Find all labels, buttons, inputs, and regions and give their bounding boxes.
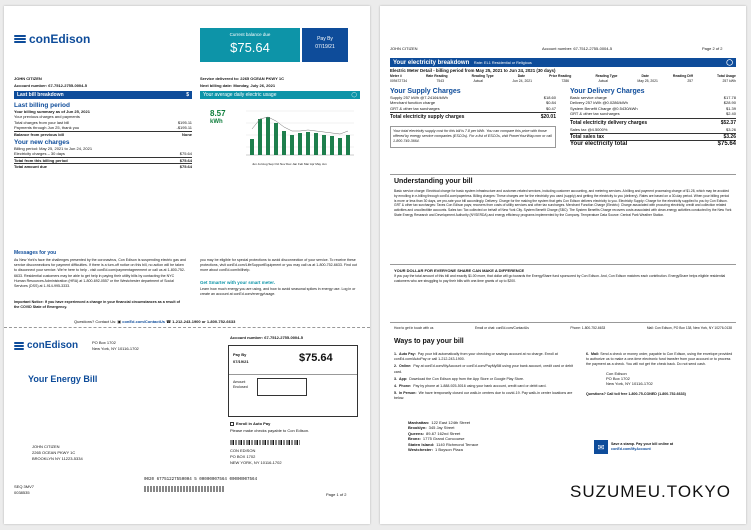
meter-cell-5: Actual <box>598 78 608 83</box>
delivery-row-value: $1.39 <box>725 105 736 111</box>
reach-phone: Phone: 1-800-752-6633 <box>570 326 606 330</box>
usage-bar-3 <box>266 117 270 155</box>
remit-line-1: CON EDISON <box>230 448 256 453</box>
meter-cell-7: 257 <box>687 78 694 83</box>
amount-enclosed-input[interactable] <box>257 378 307 396</box>
electricity-total-label: Your electricity total <box>570 141 628 148</box>
supply-row-label: GRT & other tax surcharges <box>390 105 440 111</box>
reach-email[interactable]: Email or chat: conEd.com/ContactUs <box>474 326 529 330</box>
stub-cust-addr-1: 2265 OCEAN PKWY 1C <box>32 450 76 455</box>
donate-body: If you pay the total amount of this bill and exactly $1.00 more, that dollar will go towards the EnergyShare fund sponsored by Con Edison. And, Con Edison matches each contribution. EnergyShare helps eligible residential customers who are struggling to pay their bills with one-time grants of up to $200. <box>394 274 726 283</box>
meter-cell-3: Jun 24, 2021 <box>512 78 532 83</box>
stub-logo-mark-icon <box>14 342 24 350</box>
center-address: 1 Boyson Plaza <box>435 446 463 452</box>
last-period-row-label: Your billing summary as of Jun 25, 2021 <box>14 109 90 114</box>
usage-bar <box>200 91 360 99</box>
stub-pay-by-label: Pay By <box>233 352 247 357</box>
supply-row-label: Merchant function charge <box>390 100 436 106</box>
usage-bar-11 <box>330 136 334 155</box>
delivery-total-row <box>570 118 736 127</box>
center-address: 1775 Grand Concourse <box>422 436 465 442</box>
reach-label: How to get in touch with us <box>394 326 434 330</box>
tear-line <box>4 327 370 328</box>
pay-method-text: Download the Con Edison app from the App Store or Google Play Store. <box>409 376 525 381</box>
center-borough: Westchester: <box>408 446 434 452</box>
usage-bar-12 <box>338 138 342 155</box>
donate-title: YOUR DOLLAR FOR EVERYONE SHARE CAN MAKE A DIFFERENCE <box>394 268 525 273</box>
stub-title: Your Energy Bill <box>28 374 98 384</box>
last-period-row-value: None <box>182 131 192 137</box>
meter-cell-0: 009472734 <box>390 78 407 83</box>
p2-header-name: JOHN CITIZEN <box>390 46 418 51</box>
stub-brand-name: conEdison <box>27 340 79 351</box>
watermark: SUZUMEU.TOKYO <box>570 482 731 501</box>
service-address: Service delivered to: 2265 OCEAN PKWY 1C <box>200 76 284 81</box>
questions-label: Questions? Contact Us: <box>74 319 117 324</box>
pay-method-text: Pay your bill automatically from your checking or savings account at no charge. Enroll at conEd.com/AutoPay or call 1-212-243-1900. <box>394 352 558 362</box>
pay-method-head: In Person: <box>399 391 417 396</box>
supply-title: Your Supply Charges <box>390 88 461 95</box>
remit-line-3: NEW YORK, NY 10116-1702 <box>230 460 282 465</box>
p2-header-page: Page 2 of 2 <box>702 46 723 51</box>
payable-note: Please make checks payable to Con Edison. <box>230 428 310 433</box>
stamp-link[interactable]: conEd.com/MyAccount <box>611 447 651 451</box>
delivery-total-label: Total electricity delivery charges <box>570 119 648 126</box>
ways-questions: Questions? Call toll free 1-800-75-CONED (1-800-752-6633) <box>586 391 686 396</box>
bill-page-1 <box>4 6 370 524</box>
meter-header-4: Prior Reading <box>549 74 572 78</box>
stub-code-2: 0038535 <box>14 490 30 495</box>
stub-cust-name: JOHN CITIZEN <box>32 444 60 449</box>
logo-mark-icon <box>14 35 26 43</box>
p2-header-account: Account number: 67-7512-2755-0004-5 <box>542 46 613 51</box>
daily-usage-panel <box>200 91 360 166</box>
ways-list <box>394 352 576 404</box>
stub-divider <box>229 374 357 375</box>
contact-row <box>74 319 235 324</box>
supply-note: Your total electricity supply cost for this bill is 7.8 per kWh. You can compare this price with those offered by energy service companies (ESCOs). For a list of ESCOs, visit PowerYourWay.com or call 1-800-749-3664. <box>390 126 556 148</box>
meter-table <box>390 74 736 83</box>
reach-mail: Mail: Con Edison, PO Box 138, New York, NY 10276-0138 <box>646 326 732 330</box>
walk-in-centers <box>408 420 558 452</box>
usage-bar-13 <box>346 135 350 155</box>
total-tax-row <box>570 133 736 141</box>
meter-header-5: Reading Type <box>595 74 618 78</box>
last-period-rows <box>14 109 192 137</box>
last-period-row-label: Total charges from your last bill <box>14 119 70 125</box>
phone-icon: ☎ <box>166 319 173 324</box>
electricity-total-row <box>570 140 736 147</box>
new-charges-row <box>14 163 192 169</box>
last-period-title: Last billing period <box>14 102 70 109</box>
mail-address-line: Con Edison <box>606 370 627 376</box>
delivery-title: Your Delivery Charges <box>570 88 645 95</box>
center-borough: Manhattan: <box>408 420 430 425</box>
supply-total-value: $20.01 <box>540 114 556 121</box>
electricity-total-value: $75.64 <box>717 141 736 148</box>
usage-chart <box>244 105 356 161</box>
ways-title: Ways to pay your bill <box>394 338 464 345</box>
last-period-row-value: -$195.11 <box>176 125 192 131</box>
center-borough: Bronx: <box>408 436 421 442</box>
center-address: 89-67 162nd Street <box>426 430 461 436</box>
delivery-total-value: $52.37 <box>720 119 736 126</box>
meter-header-3: Date <box>517 74 526 78</box>
supply-row-value: $0.84 <box>545 100 556 106</box>
brand-name: conEdison <box>29 32 91 46</box>
p2-breakdown-rate: Rate: EL1 Residential or Religious <box>473 60 532 65</box>
stub-amount-enclosed-label: Amount Enclosed <box>233 380 248 390</box>
center-borough: Queens: <box>408 430 425 436</box>
last-period-row-label: Balance from previous bill <box>14 131 65 137</box>
delivery-row-value: $17.78 <box>723 95 736 100</box>
usage-month-labels: Jun Jul Aug Sep Oct Nov Dec Jan Feb Mar Apr May Jun <box>252 162 327 166</box>
last-bill-breakdown <box>14 91 192 170</box>
center-borough: Staten Island: <box>408 441 435 447</box>
p2-breakdown-bar <box>390 58 736 67</box>
stub-payment-box <box>228 345 358 417</box>
stub-page-number: Page 1 of 2 <box>326 492 347 497</box>
pay-by-date: 07/19/21 <box>315 44 335 50</box>
last-period-row-label: Your previous charges and payments <box>14 114 80 120</box>
new-charges-row-label: Total from this billing period <box>14 157 68 163</box>
messages-right-body: you may be eligible for special protections to avoid disconnection of your service. To receive these protections, visit conEd.com/LifeSupportEquipment or you may call us at 1-800-752-6633. Find out more about conEd.com/billhelp. <box>200 258 357 273</box>
meter-cell-8: 257 kWh <box>722 78 736 83</box>
usage-bar-5 <box>282 131 286 155</box>
new-charges-row-label: Total amount due <box>14 164 48 170</box>
usage-bar-label: Your average daily electric usage <box>203 92 277 98</box>
walk-in-center <box>408 447 558 452</box>
center-address: 122 East 124th Street <box>431 420 471 425</box>
meter-header-8: Total Usage <box>716 74 736 78</box>
usage-bar-6 <box>290 135 294 155</box>
mail-address <box>606 371 734 387</box>
mail-head: Mail: <box>591 352 600 356</box>
supply-total-label: Total electricity supply charges <box>390 114 465 121</box>
chart-bars <box>250 117 350 155</box>
mail-address-line: New York, NY 10116-1702 <box>606 381 653 387</box>
understanding-divider <box>390 174 736 175</box>
autopay-row <box>230 421 270 426</box>
new-charges-row-value: $75.64 <box>179 164 192 170</box>
pay-method-head: App: <box>399 376 408 381</box>
donate-divider <box>390 264 736 265</box>
pay-method-n: 5. <box>394 391 397 396</box>
next-billing-date: Next billing date: Monday, July 26, 2021 <box>200 83 276 88</box>
reach-divider <box>390 322 736 323</box>
pay-method <box>394 377 576 382</box>
pay-method-head: Auto Pay: <box>399 352 416 356</box>
delivery-charges <box>570 88 736 147</box>
sales-tax-label: Sales tax @4.5000% <box>570 127 608 133</box>
understanding-title: Understanding your bill <box>394 178 473 185</box>
delivery-row-label: Delivery 257 kWh @0.0286/kWh <box>570 100 628 106</box>
important-notice: Important Notice: If you have experienced a change in your financial circumstances as a result of the COVID State of Emergency. <box>14 300 180 310</box>
center-borough: Brooklyn: <box>408 425 427 431</box>
new-charges-row-label: Electricity charges – 30 days <box>14 151 65 157</box>
usage-bar-4 <box>274 123 278 155</box>
meter-header-1: Rate Reading <box>425 74 448 78</box>
messages-left-body: As New York’s face the challenges presented by the coronavirus, Con Edison is suspending electric gas and service disconnections for payment difficulties. If there is a turn-off notice on this bill, no action will be taken to disconnect your service. We’re here to help - visit conEd.com/paymentagreement or call us at 1-800-752-6633. Residential customers may be able to get help in paying their utility bills by contacting the NYC Human Resources Administration (HRA) at 1-800-692-0557 or the Westchester department of Social Services (DSS) at 1-914-995-3333. <box>14 258 186 289</box>
breakdown-bar <box>14 91 192 99</box>
contact-phone: 1-212-243-1900 or 1-800-752-6633 <box>172 319 236 324</box>
meter-detail-title: Electric Meter Detail - billing period from May 25, 2021 to Jun 24, 2021 (30 days) <box>390 68 556 73</box>
usage-bar-9 <box>314 133 318 155</box>
pay-method-text: Pay by phone at 1-888-925-5016 using your bank account, credit card or debit card. <box>413 384 547 389</box>
current-balance-box <box>200 28 300 62</box>
smart-meter-body: Learn how much energy you are using, and how to avoid seasonal spikes in energy use. Log in or create an account at conEd.com/energy/usage. <box>200 287 356 297</box>
micr-line: 0020 67751227550004 5 00000007564 00000007564 <box>144 478 258 482</box>
new-charges-row-value: $75.64 <box>179 157 192 163</box>
usage-bar-8 <box>306 132 310 155</box>
pay-method <box>394 352 576 362</box>
dollar-icon: $ <box>186 92 189 98</box>
usage-bar-10 <box>322 135 326 155</box>
delivery-row-label: System Benefit Charge @0.5430/kWh <box>570 105 638 111</box>
meter-cell-2: Actual <box>473 78 483 83</box>
current-balance-amount: $75.64 <box>230 40 270 56</box>
stub-amount: $75.64 <box>299 352 333 364</box>
pay-method-n: 3. <box>394 376 397 381</box>
pay-method-n: 2. <box>394 364 397 369</box>
usage-bar-2 <box>258 119 262 155</box>
p2-breakdown-title: Your electricity breakdown <box>393 59 470 66</box>
delivery-row-value: $2.40 <box>725 111 736 117</box>
last-period-row-label: Payments through Jun 25, thank you <box>14 125 80 131</box>
remit-line-2: PO BOX 1702 <box>230 454 256 459</box>
mail-text: Send a check or money order, payable to Con Edison, using the envelope provided to authorize us to make a one-time electronic fund transfer from your account or to process the payment as a check. You will not get the check back. Do not send cash. <box>586 352 733 367</box>
supply-total-row <box>390 112 556 121</box>
last-period-row-value: $195.11 <box>177 119 192 125</box>
stub-pay-by-date: 07/19/21 <box>233 359 249 364</box>
pay-method-n: 1. <box>394 352 397 356</box>
smart-meter-title: Get Smarter with your smart meter. <box>200 280 276 285</box>
usage-bar-7 <box>298 133 302 155</box>
delivery-row-value: $28.90 <box>723 100 736 106</box>
center-address: 1140 Richmond Terrace <box>436 441 479 447</box>
usage-unit: kWh <box>210 119 223 125</box>
total-tax-value: $3.26 <box>723 133 736 140</box>
pay-method <box>394 391 576 401</box>
usage-value: 8.57 <box>210 109 226 118</box>
supply-row-value: $0.47 <box>545 105 556 111</box>
pay-method <box>394 364 576 374</box>
pay-method-head: Online: <box>399 364 412 369</box>
account-number: Account number: 67-7512-2755-0004-5 <box>14 83 87 88</box>
sales-tax-value: $3.26 <box>725 127 736 133</box>
bill-page-2 <box>380 6 746 524</box>
stub-cust-addr-2: BROOKLYN NY 11223-5334 <box>32 456 83 461</box>
new-charges-title: Your new charges <box>14 138 70 146</box>
stub-code-1: SEQ 3MV7 <box>14 484 35 489</box>
pay-method-text: We have temporarily closed our walk-in centers due to covid-19. Pay walk-in center locations are below. <box>394 391 573 401</box>
delivery-rows <box>570 95 736 117</box>
bulb-icon: ◯ <box>351 92 357 98</box>
stub-address-2: New York, NY 10116-1702 <box>92 346 139 351</box>
lightbulb-icon: ◯ <box>726 60 733 66</box>
delivery-row-label: GRT & other tax surcharges <box>570 111 620 117</box>
reach-row <box>394 326 732 330</box>
stub-address-1: PO Box 1702 <box>92 340 116 345</box>
pay-by-label: Pay By <box>317 36 333 42</box>
contact-web[interactable]: conEd.com/ContactUs <box>122 319 165 324</box>
usage-bar-1 <box>250 139 254 155</box>
customer-name: JOHN CITIZEN <box>14 76 42 81</box>
breakdown-bar-label: Last bill breakdown <box>17 92 64 98</box>
autopay-label: Enroll in Auto Pay <box>236 421 271 426</box>
supply-row-label: Supply 257 kWh @7.2416¢/kWh <box>390 95 448 100</box>
pay-method <box>394 384 576 389</box>
messages-title: Messages for you <box>14 250 57 256</box>
conedison-logo <box>14 32 90 46</box>
meter-header-0: Meter # <box>390 74 402 78</box>
stub-barcode <box>144 486 224 492</box>
mail-address-line: PO Box 1702 <box>606 376 630 381</box>
new-charges-row-label: Billing period: May 25, 2021 to Jun 24, 2021 <box>14 145 93 151</box>
pay-method-text: Pay at conEd.com/MyAccount or conEd.com/PayMyBill using your bank account, credit card or debit card. <box>394 364 573 374</box>
supply-rows <box>390 95 556 111</box>
autopay-checkbox[interactable] <box>230 422 234 426</box>
stamp-text: Save a stamp. Pay your bill online at <box>611 441 674 446</box>
stamp-promo <box>594 436 712 458</box>
supply-charges <box>390 88 556 148</box>
web-icon: ▣ <box>117 319 123 324</box>
meter-header-6: Date <box>641 74 649 78</box>
supply-row <box>390 106 556 111</box>
pay-method-head: Phone: <box>399 384 412 389</box>
stub-account: Account number: 67-7512-2755-0004-5 <box>230 335 303 340</box>
current-balance-label: Current balance due <box>229 32 271 37</box>
meter-cell-1: 7543 <box>436 78 444 83</box>
remit-barcode <box>230 440 300 445</box>
meter-cell-4: 7286 <box>561 78 569 83</box>
new-charges-rows <box>14 146 192 170</box>
supply-row-value: $18.60 <box>543 95 556 100</box>
stub-logo <box>14 340 78 351</box>
total-tax-label: Total sales tax <box>570 133 605 140</box>
meter-header-7: Reading Diff <box>672 74 693 78</box>
new-charges-row-value: $75.64 <box>179 151 192 157</box>
center-address: 345 Jay Street <box>428 425 455 431</box>
pay-by-box <box>302 28 348 62</box>
last-period-row <box>14 131 192 137</box>
stamp-icon: ✉ <box>594 440 608 454</box>
pay-method-n: 4. <box>394 384 397 389</box>
delivery-row <box>570 111 736 116</box>
mail-option: 6. Mail: Send a check or money order, payable to Con Edison, using the envelope provided to authorize us to make a one-time electronic fund transfer from your account or to process the payment as a check. You will not get the check back. Do not send cash. Con Edison PO Box 1702 New York, NY 10116-1702 Questions? Call toll free 1-800-75-CONED (1-800-752-6633) <box>586 352 733 396</box>
meter-header-2: Reading Type <box>471 74 494 78</box>
meter-table-row <box>390 79 736 84</box>
delivery-row-label: Basic service charge <box>570 95 607 100</box>
meter-cell-6: May 25, 2021 <box>637 78 658 83</box>
understanding-body: Basic service charge: Electrical charge for basic system infrastructure and customer-related services, including customer accounting, and metering services. A billing and payment processing charge of $1.28, which may be avoided by enrolling in e-billing through conEd.com/paperless. Billing charges: These charges are for the electricity you used (supply) and getting the electricity to you (delivery). Rates are based on a 30-day period. When your billing period is more or less than 30 days, we pro-rate your bill accordingly. Delivery: Charge for the making the system that gets Con Edison delivers electricity to you. Electricity Supply: Charge for the electricity supplied to you by Con Edison. GRT & other tax surcharges: Taxes Con Edison pays; recovers from costs of utility services and other tax surcharges. Merchant Function Charge (Electric): Charge associated with procuring electricity, credit and collection related activities and uncollectible accounts. Sales tax: Tax collected on behalf of New York City. System Benefit Charge (SBC): The System Benefits Charge recovers costs associated with clean-energy activities conducted by the New York State Energy Research and Development Authority (NYSERDA) and energy efficiency programs implemented by the Company. Temperature Data Source: Central Park Weather Station. <box>394 189 732 217</box>
